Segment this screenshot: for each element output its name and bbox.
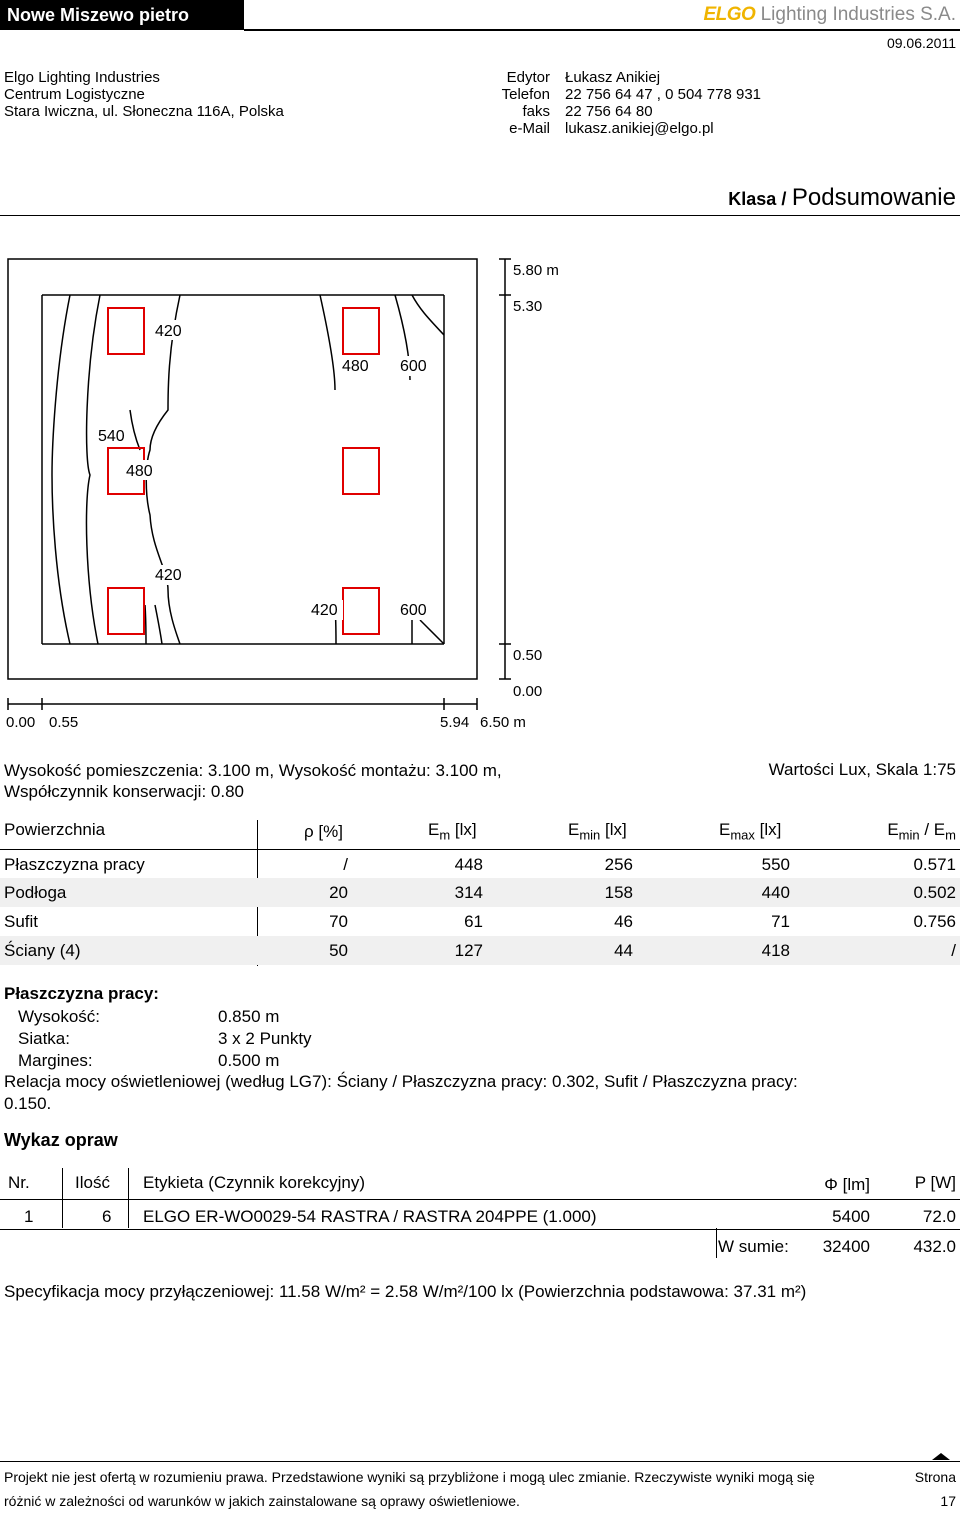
page-label: Strona — [914, 1469, 956, 1485]
contour-label: 600 — [400, 358, 427, 375]
surface-em: 127 — [454, 941, 483, 960]
surface-emax: 440 — [761, 883, 790, 902]
page-number-block — [915, 1465, 956, 1513]
workplane-values — [218, 1006, 312, 1072]
logo-text: Lighting Industries S.A. — [760, 4, 956, 25]
luminaire-marker — [343, 308, 379, 354]
contour-line — [320, 295, 335, 390]
section-prefix: Klasa / — [728, 189, 787, 209]
contour-line — [52, 295, 70, 644]
emax-sub: max — [730, 827, 755, 843]
section-rule — [0, 215, 960, 216]
contour-label: 540 — [98, 428, 125, 445]
contour-line — [412, 295, 444, 335]
power-spec: Specyfikacja mocy przyłączeniowej: 11.58 W/m² = 2.58 W/m²/100 lx (Powierzchnia podstawowa: 37.31 m²) — [4, 1282, 807, 1301]
lum-total-label: W sumie: — [718, 1237, 789, 1256]
disclaimer-line: różnić w zależności od warunków w jakich zainstalowane są oprawy oświetleniowe. — [4, 1493, 520, 1509]
lum-label: ELGO ER-WO0029-54 RASTRA / RASTRA 204PPE (1.000) — [143, 1207, 597, 1226]
rho-symbol: ρ — [304, 822, 314, 841]
workplane-margin: 0.500 m — [218, 1051, 280, 1070]
surface-rho: 70 — [329, 912, 348, 931]
workplane-label: Margines: — [18, 1051, 93, 1070]
table-row — [0, 878, 960, 907]
footer-rule — [0, 1461, 960, 1462]
lum-qty: 6 — [102, 1207, 112, 1226]
surface-rho: / — [343, 855, 348, 874]
contact-phone: 22 756 64 47 , 0 504 778 931 — [565, 86, 762, 103]
logo-elgo: ELGO — [703, 4, 756, 25]
scale-info: Wartości Lux, Skala 1:75 — [768, 760, 956, 779]
phi-symbol: Φ — [824, 1175, 838, 1194]
lum-header-qty: Ilość — [75, 1173, 110, 1192]
surface-rho: 50 — [329, 941, 348, 960]
emax-unit: [lx] — [759, 820, 782, 839]
company-logo — [703, 4, 956, 26]
workplane-labels — [18, 1006, 100, 1072]
surface-em: 314 — [454, 883, 483, 902]
surface-uniformity: 0.756 — [913, 912, 956, 931]
contour-line — [155, 605, 162, 644]
contact-values — [565, 69, 761, 137]
table-row — [0, 907, 960, 936]
luminaire-marker — [108, 588, 144, 634]
y-axis-label: 0.00 — [513, 683, 543, 700]
document-date: 09.06.2011 — [886, 35, 956, 51]
lum-nr: 1 — [24, 1207, 34, 1226]
phi-unit: [lm] — [842, 1175, 870, 1194]
lum-header-rule — [0, 1199, 960, 1200]
luminaire-marker — [343, 588, 379, 634]
surface-emin: 44 — [614, 941, 633, 960]
surface-em: 61 — [464, 912, 483, 931]
rho-unit: [%] — [318, 822, 343, 841]
ratio-sub-m: m — [945, 827, 956, 843]
contour-line — [86, 295, 100, 644]
surface-name: Ściany (4) — [4, 941, 81, 960]
luminaire-marker — [108, 308, 144, 354]
surface-uniformity: 0.571 — [913, 855, 956, 874]
surface-uniformity: 0.502 — [913, 883, 956, 902]
emin-unit: [lx] — [605, 820, 627, 839]
lum-total-power: 432.0 — [913, 1237, 956, 1256]
contour-line — [130, 410, 140, 450]
header-rule — [244, 29, 960, 31]
contact-label: Edytor — [506, 69, 550, 86]
surface-emin: 46 — [614, 912, 633, 931]
lum-power: 72.0 — [922, 1207, 956, 1226]
workplane-grid: 3 x 2 Punkty — [218, 1029, 312, 1048]
contact-fax: 22 756 64 80 — [565, 103, 653, 120]
col-header-em — [428, 820, 477, 842]
isolux-floor-plan — [0, 250, 560, 740]
workplane-height: 0.850 m — [218, 1007, 280, 1026]
surface-name: Sufit — [4, 912, 39, 931]
surface-uniformity: / — [951, 941, 956, 960]
power-relation-line: 0.150. — [4, 1094, 52, 1113]
col-header-uniformity — [887, 820, 956, 842]
luminaires-title: Wykaz opraw — [4, 1130, 118, 1150]
ratio-mid: / E — [924, 820, 946, 839]
page-number: 17 — [940, 1493, 956, 1509]
section-name: Podsumowanie — [791, 184, 956, 211]
address-line: Centrum Logistyczne — [4, 86, 145, 103]
workplane-title: Płaszczyzna pracy: — [4, 984, 159, 1003]
col-header-rho — [304, 822, 343, 842]
col-header-surface: Powierzchnia — [4, 820, 106, 839]
maintenance-factor: Współczynnik konserwacji: 0.80 — [4, 782, 244, 801]
lum-divider — [128, 1168, 129, 1228]
workplane-label: Siatka: — [18, 1029, 70, 1048]
lum-row-rule — [0, 1229, 960, 1230]
surface-emax: 71 — [771, 912, 790, 931]
y-axis-label: 5.30 — [513, 298, 543, 315]
document-title: Nowe Miszewo pietro — [0, 0, 244, 30]
contact-email: lukasz.anikiej@elgo.pl — [565, 120, 714, 137]
x-axis-label: 5.94 — [440, 714, 470, 731]
x-axis-label: 0.55 — [49, 714, 79, 731]
contour-line — [420, 620, 444, 644]
disclaimer-line: Projekt nie jest ofertą w rozumieniu prawa. Przedstawione wyniki są przybliżone i mogą ulec zmianie. Rzeczywiste wyniki mogą się — [4, 1469, 815, 1485]
surface-emin: 158 — [604, 883, 633, 902]
surface-emax: 550 — [761, 855, 790, 874]
lum-header-nr: Nr. — [8, 1173, 30, 1192]
contact-label: e-Mail — [509, 120, 550, 137]
power-relation — [4, 1071, 798, 1115]
lum-total-flux: 32400 — [822, 1237, 870, 1256]
contour-label: 420 — [155, 567, 182, 584]
surface-rho: 20 — [329, 883, 348, 902]
table-row — [0, 936, 960, 965]
y-axis-label: 5.80 m — [513, 262, 559, 279]
footer-disclaimer — [4, 1465, 815, 1513]
lum-header-label: Etykieta (Czynnik korekcyjny) — [143, 1173, 366, 1192]
company-address — [4, 69, 284, 120]
y-axis-label: 0.50 — [513, 647, 543, 664]
surface-emin: 256 — [604, 855, 633, 874]
emin-sub: min — [579, 827, 601, 843]
contact-editor: Łukasz Anikiej — [565, 69, 661, 86]
room-info — [4, 760, 502, 802]
emin-symbol: E — [568, 820, 580, 839]
surface-name: Płaszczyzna pracy — [4, 855, 145, 874]
address-line: Elgo Lighting Industries — [4, 69, 160, 86]
em-unit: [lx] — [454, 820, 477, 839]
power-relation-line: Relacja mocy oświetleniowej (według LG7): Ściany / Płaszczyzna pracy: 0.302, Sufit / Płaszczyzna pracy: — [4, 1072, 798, 1091]
contact-label: Telefon — [501, 86, 550, 103]
address-line: Stara Iwiczna, ul. Słoneczna 116A, Polska — [4, 103, 284, 120]
contour-label: 480 — [126, 463, 153, 480]
page-arrow-icon — [932, 1453, 950, 1460]
contour-line — [145, 605, 146, 644]
surface-em: 448 — [454, 855, 483, 874]
surface-emax: 418 — [761, 941, 790, 960]
table-row — [0, 850, 960, 879]
contour-label: 420 — [155, 323, 182, 340]
surface-name: Podłoga — [4, 883, 67, 902]
room-height: Wysokość pomieszczenia: 3.100 m, Wysokość montażu: 3.100 m, — [4, 761, 502, 780]
contact-labels — [470, 69, 550, 137]
section-title — [728, 184, 956, 212]
x-axis-label: 6.50 m — [480, 714, 526, 731]
workplane-label: Wysokość: — [18, 1007, 101, 1026]
luminaire-marker — [343, 448, 379, 494]
lum-header-flux — [824, 1175, 870, 1195]
x-axis-label: 0.00 — [6, 714, 36, 731]
contour-label: 480 — [342, 358, 369, 375]
contour-label: 420 — [311, 602, 338, 619]
em-symbol: E — [428, 820, 440, 839]
lum-flux: 5400 — [832, 1207, 870, 1226]
contour-label: 600 — [400, 602, 427, 619]
lum-header-power: P [W] — [914, 1173, 956, 1192]
emax-symbol: E — [719, 820, 731, 839]
contact-label: faks — [522, 103, 550, 120]
ratio-symbol: E — [887, 820, 899, 839]
em-sub: m — [439, 827, 451, 843]
col-header-emin — [568, 820, 627, 842]
ratio-sub-min: min — [898, 827, 920, 843]
lum-divider — [62, 1168, 63, 1228]
lum-total-divider — [716, 1228, 717, 1258]
col-header-emax — [719, 820, 781, 842]
